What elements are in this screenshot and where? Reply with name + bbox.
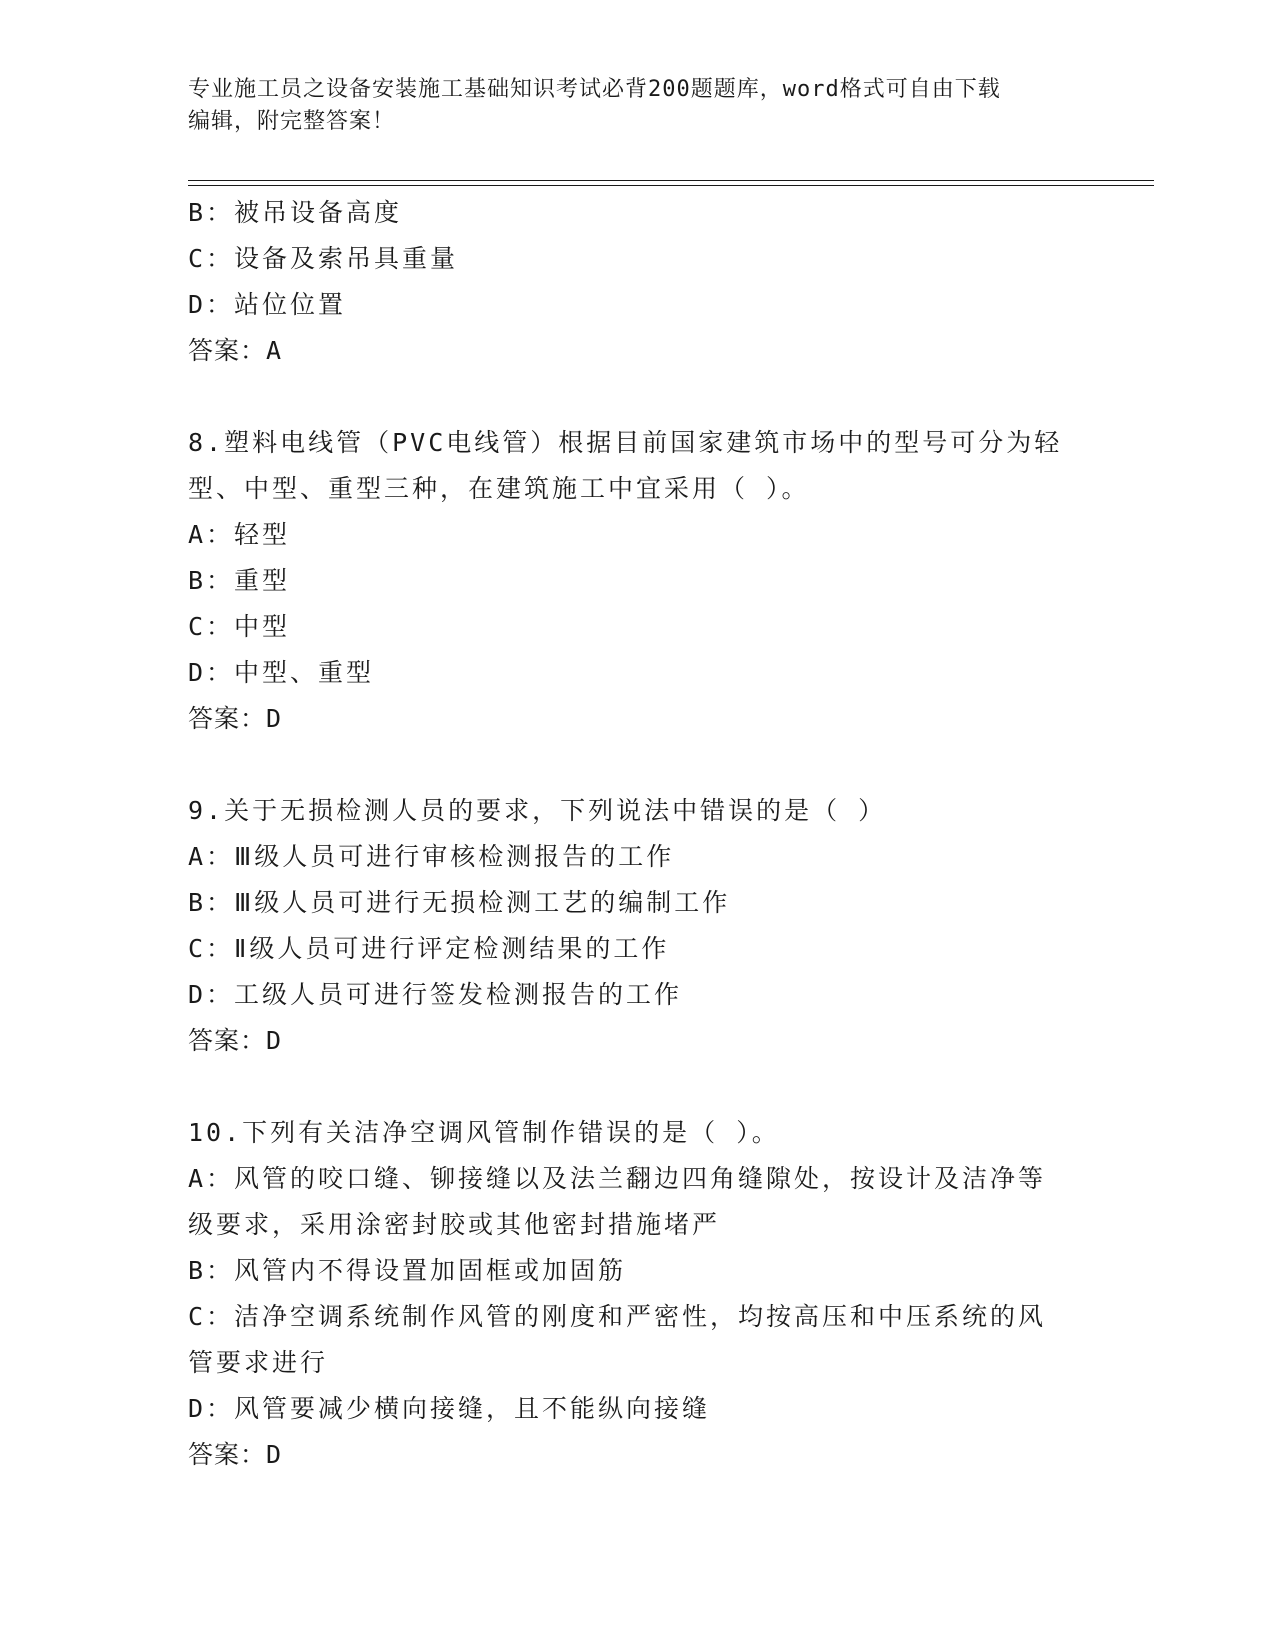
answer: 答案：D <box>188 704 283 733</box>
option-d: D：站位位置 <box>188 290 347 319</box>
option-d: D：中型、重型 <box>188 658 375 687</box>
question-title: 型、中型、重型三种，在建筑施工中宜采用（ ）。 <box>188 474 810 503</box>
answer: 答案：A <box>188 336 283 365</box>
option-c: C：设备及索吊具重量 <box>188 244 459 273</box>
question-9 <box>188 788 1088 1064</box>
option-b: B：Ⅲ级人员可进行无损检测工艺的编制工作 <box>188 888 731 917</box>
question-7-continued <box>188 190 1088 374</box>
option-c-continued: 管要求进行 <box>188 1348 329 1377</box>
question-title: 9.关于无损检测人员的要求，下列说法中错误的是（ ） <box>188 796 887 825</box>
document-title-line-1: 专业施工员之设备安装施工基础知识考试必背200题题库，word格式可自由下载 <box>188 77 1001 102</box>
question-title: 10.下列有关洁净空调风管制作错误的是（ ）。 <box>188 1118 780 1147</box>
header-divider-bottom <box>188 185 1154 186</box>
option-c: C：Ⅱ级人员可进行评定检测结果的工作 <box>188 934 670 963</box>
question-8 <box>188 420 1088 742</box>
header-divider-top <box>188 180 1154 181</box>
option-a: A：Ⅲ级人员可进行审核检测报告的工作 <box>188 842 675 871</box>
option-b: B：重型 <box>188 566 291 595</box>
question-title: 8.塑料电线管（PVC电线管）根据目前国家建筑市场中的型号可分为轻 <box>188 428 1063 457</box>
answer: 答案：D <box>188 1440 283 1469</box>
option-c: C：中型 <box>188 612 291 641</box>
answer: 答案：D <box>188 1026 283 1055</box>
option-a: A：风管的咬口缝、铆接缝以及法兰翻边四角缝隙处，按设计及洁净等 <box>188 1164 1047 1193</box>
option-a-continued: 级要求，采用涂密封胶或其他密封措施堵严 <box>188 1210 721 1239</box>
option-b: B：被吊设备高度 <box>188 198 403 227</box>
option-b: B：风管内不得设置加固框或加固筋 <box>188 1256 627 1285</box>
document-title <box>188 74 1088 138</box>
option-a: A：轻型 <box>188 520 291 549</box>
question-list <box>188 190 1088 1478</box>
option-c: C：洁净空调系统制作风管的刚度和严密性，均按高压和中压系统的风 <box>188 1302 1047 1331</box>
document-title-line-2: 编辑，附完整答案！ <box>188 109 396 134</box>
option-d: D：工级人员可进行签发检测报告的工作 <box>188 980 683 1009</box>
question-10 <box>188 1110 1088 1478</box>
option-d: D：风管要减少横向接缝，且不能纵向接缝 <box>188 1394 711 1423</box>
